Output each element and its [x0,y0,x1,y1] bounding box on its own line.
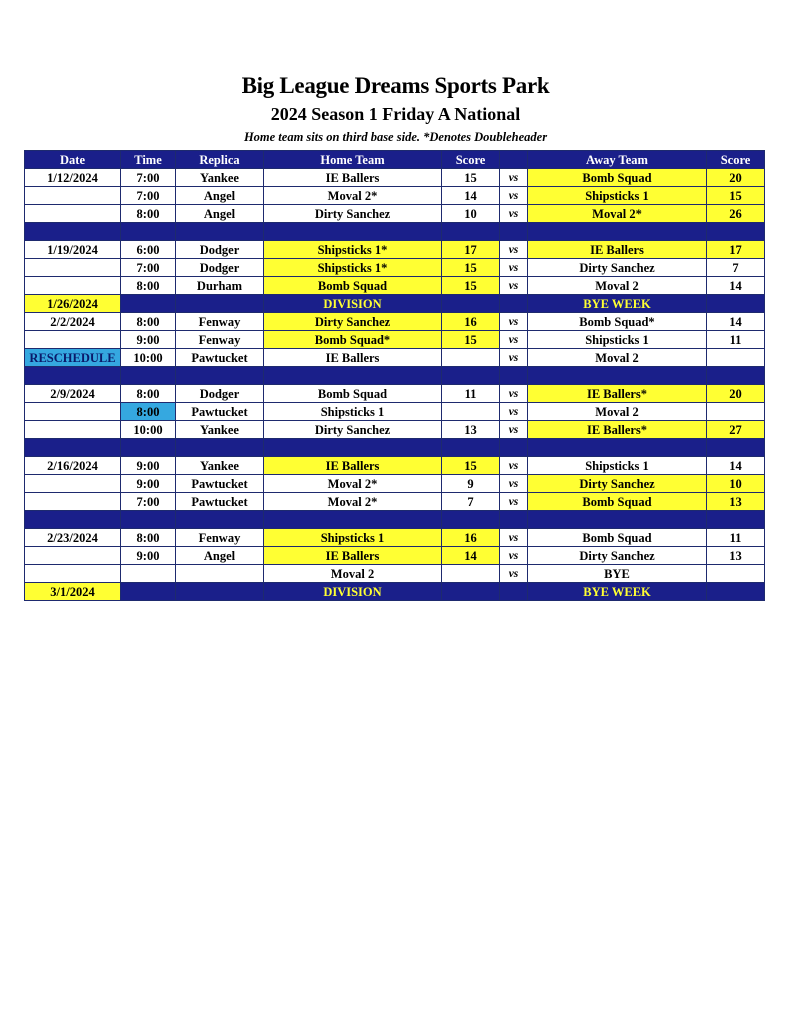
schedule-table [24,150,765,601]
game-date-cell [25,259,121,277]
game-replica-cell: Angel [176,187,264,205]
game-row [25,187,765,205]
separator-cell [264,223,442,241]
separator-cell [528,439,707,457]
game-date-cell [25,403,121,421]
home-score-cell [442,403,500,421]
game-replica-cell: Yankee [176,421,264,439]
away-score-cell: 15 [707,187,765,205]
home-score-cell: 15 [442,277,500,295]
away-score-cell: 14 [707,277,765,295]
game-row [25,277,765,295]
game-replica-cell [176,565,264,583]
header-time: Time [121,151,176,169]
separator-cell [121,367,176,385]
page-title: Big League Dreams Sports Park [241,73,550,98]
separator-cell [25,439,121,457]
away-team-cell: IE Ballers [528,241,707,259]
separator-cell [176,223,264,241]
away-score-cell: 17 [707,241,765,259]
away-team-cell: Bomb Squad [528,493,707,511]
vs-cell: vs [500,169,528,187]
away-score-cell: 14 [707,313,765,331]
home-team-cell: Shipsticks 1* [264,241,442,259]
home-team-cell: IE Ballers [264,457,442,475]
bye-week-row [25,583,765,601]
separator-cell [500,439,528,457]
away-team-cell: IE Ballers* [528,385,707,403]
home-score-cell [442,565,500,583]
away-score-cell: 7 [707,259,765,277]
vs-cell: vs [500,421,528,439]
away-team-cell: Bomb Squad* [528,313,707,331]
bye-score-cell [442,583,500,601]
game-date-cell [25,205,121,223]
away-score-cell: 13 [707,493,765,511]
bye-time-cell [121,583,176,601]
vs-cell: vs [500,241,528,259]
home-score-cell: 10 [442,205,500,223]
separator-cell [500,223,528,241]
game-replica-cell: Fenway [176,529,264,547]
vs-cell: vs [500,259,528,277]
week-separator-row [25,511,765,529]
game-time-cell: 8:00 [121,403,176,421]
game-date-cell: RESCHEDULE [25,349,121,367]
away-team-cell: BYE [528,565,707,583]
home-score-cell: 13 [442,421,500,439]
bye-division-cell: DIVISION [264,583,442,601]
game-replica-cell: Pawtucket [176,475,264,493]
bye-replica-cell [176,295,264,313]
game-date-cell: 2/9/2024 [25,385,121,403]
game-replica-cell: Dodger [176,241,264,259]
vs-cell: vs [500,313,528,331]
game-replica-cell: Angel [176,205,264,223]
game-row [25,529,765,547]
game-date-cell: 1/12/2024 [25,169,121,187]
game-replica-cell: Pawtucket [176,349,264,367]
home-score-cell [442,349,500,367]
game-date-cell: 2/16/2024 [25,457,121,475]
away-score-cell: 14 [707,457,765,475]
away-score-cell: 20 [707,169,765,187]
separator-cell [500,367,528,385]
away-team-cell: Shipsticks 1 [528,331,707,349]
game-time-cell: 7:00 [121,259,176,277]
game-time-cell: 8:00 [121,205,176,223]
header-home-score: Score [442,151,500,169]
separator-cell [121,511,176,529]
game-time-cell: 8:00 [121,313,176,331]
header-date: Date [25,151,121,169]
home-score-cell: 15 [442,169,500,187]
game-time-cell: 9:00 [121,475,176,493]
home-team-cell: Shipsticks 1 [264,403,442,421]
game-replica-cell: Yankee [176,457,264,475]
home-score-cell: 14 [442,187,500,205]
home-team-cell: Shipsticks 1 [264,529,442,547]
game-date-cell [25,547,121,565]
bye-score-cell [707,295,765,313]
game-row [25,565,765,583]
bye-time-cell [121,295,176,313]
game-time-cell: 10:00 [121,349,176,367]
game-row [25,457,765,475]
separator-cell [442,439,500,457]
game-replica-cell: Fenway [176,331,264,349]
bye-replica-cell [176,583,264,601]
away-score-cell: 10 [707,475,765,493]
separator-cell [121,223,176,241]
game-replica-cell: Dodger [176,259,264,277]
away-team-cell: Moval 2 [528,403,707,421]
header-away-score: Score [707,151,765,169]
game-time-cell: 9:00 [121,457,176,475]
game-row [25,205,765,223]
bye-vs-cell [500,295,528,313]
game-replica-cell: Durham [176,277,264,295]
game-replica-cell: Fenway [176,313,264,331]
home-team-cell: Moval 2* [264,187,442,205]
away-score-cell: 27 [707,421,765,439]
separator-cell [442,367,500,385]
bye-week-cell: BYE WEEK [528,583,707,601]
home-team-cell: Bomb Squad* [264,331,442,349]
home-team-cell: IE Ballers [264,169,442,187]
separator-cell [528,223,707,241]
vs-cell: vs [500,349,528,367]
away-team-cell: Shipsticks 1 [528,457,707,475]
separator-cell [25,223,121,241]
away-team-cell: Bomb Squad [528,529,707,547]
vs-cell: vs [500,277,528,295]
game-date-cell [25,187,121,205]
bye-date-cell: 1/26/2024 [25,295,121,313]
game-date-cell [25,493,121,511]
vs-cell: vs [500,403,528,421]
away-score-cell: 13 [707,547,765,565]
game-date-cell [25,475,121,493]
home-score-cell: 17 [442,241,500,259]
game-time-cell: 9:00 [121,331,176,349]
vs-cell: vs [500,475,528,493]
game-replica-cell: Angel [176,547,264,565]
separator-cell [442,511,500,529]
game-time-cell: 10:00 [121,421,176,439]
separator-cell [528,511,707,529]
game-time-cell: 7:00 [121,187,176,205]
separator-cell [442,223,500,241]
away-score-cell: 11 [707,331,765,349]
game-replica-cell: Pawtucket [176,493,264,511]
separator-cell [264,367,442,385]
home-score-cell: 11 [442,385,500,403]
home-team-cell: Moval 2 [264,565,442,583]
separator-cell [176,367,264,385]
game-time-cell: 7:00 [121,493,176,511]
game-row [25,259,765,277]
game-date-cell [25,565,121,583]
bye-score-cell [442,295,500,313]
vs-cell: vs [500,331,528,349]
game-time-cell [121,565,176,583]
home-score-cell: 7 [442,493,500,511]
schedule-body [25,151,765,601]
separator-cell [528,367,707,385]
game-row [25,331,765,349]
game-row [25,403,765,421]
home-team-cell: Dirty Sanchez [264,421,442,439]
separator-cell [264,439,442,457]
game-replica-cell: Pawtucket [176,403,264,421]
game-date-cell: 2/2/2024 [25,313,121,331]
home-score-cell: 15 [442,331,500,349]
away-score-cell [707,403,765,421]
away-team-cell: IE Ballers* [528,421,707,439]
vs-cell: vs [500,385,528,403]
away-score-cell: 20 [707,385,765,403]
separator-cell [264,511,442,529]
bye-date-cell: 3/1/2024 [25,583,121,601]
game-row [25,547,765,565]
away-score-cell [707,565,765,583]
vs-cell: vs [500,529,528,547]
home-team-cell: Moval 2* [264,475,442,493]
page-subtitle: 2024 Season 1 Friday A National [270,104,521,124]
game-row [25,349,765,367]
away-team-cell: Moval 2 [528,277,707,295]
home-score-cell: 15 [442,457,500,475]
away-team-cell: Shipsticks 1 [528,187,707,205]
vs-cell: vs [500,205,528,223]
vs-cell: vs [500,565,528,583]
game-time-cell: 8:00 [121,529,176,547]
game-date-cell: 2/23/2024 [25,529,121,547]
game-time-cell: 9:00 [121,547,176,565]
game-time-cell: 8:00 [121,277,176,295]
away-team-cell: Dirty Sanchez [528,259,707,277]
header-row [25,151,765,169]
home-team-cell: Bomb Squad [264,277,442,295]
away-score-cell: 11 [707,529,765,547]
week-separator-row [25,223,765,241]
game-row [25,169,765,187]
away-team-cell: Dirty Sanchez [528,547,707,565]
vs-cell: vs [500,493,528,511]
header-replica: Replica [176,151,264,169]
vs-cell: vs [500,547,528,565]
vs-cell: vs [500,187,528,205]
game-date-cell [25,331,121,349]
home-score-cell: 16 [442,529,500,547]
separator-cell [176,439,264,457]
home-team-cell: Bomb Squad [264,385,442,403]
separator-cell [176,511,264,529]
home-score-cell: 15 [442,259,500,277]
game-time-cell: 6:00 [121,241,176,259]
home-team-cell: Shipsticks 1* [264,259,442,277]
separator-cell [707,223,765,241]
home-team-cell: Dirty Sanchez [264,205,442,223]
separator-cell [25,511,121,529]
away-team-cell: Moval 2* [528,205,707,223]
bye-week-row [25,295,765,313]
game-row [25,313,765,331]
game-row [25,241,765,259]
home-score-cell: 14 [442,547,500,565]
home-team-cell: IE Ballers [264,349,442,367]
game-row [25,385,765,403]
away-team-cell: Bomb Squad [528,169,707,187]
game-row [25,493,765,511]
separator-cell [500,511,528,529]
separator-cell [707,511,765,529]
game-replica-cell: Dodger [176,385,264,403]
separator-cell [707,367,765,385]
game-date-cell [25,277,121,295]
bye-division-cell: DIVISION [264,295,442,313]
schedule-note: Home team sits on third base side. *Denotes Doubleheader [243,130,548,144]
game-date-cell [25,421,121,439]
header-vs [500,151,528,169]
separator-cell [707,439,765,457]
home-team-cell: IE Ballers [264,547,442,565]
bye-vs-cell [500,583,528,601]
home-team-cell: Moval 2* [264,493,442,511]
game-row [25,475,765,493]
away-score-cell [707,349,765,367]
bye-score-cell [707,583,765,601]
away-team-cell: Moval 2 [528,349,707,367]
separator-cell [121,439,176,457]
home-score-cell: 9 [442,475,500,493]
game-date-cell: 1/19/2024 [25,241,121,259]
bye-week-cell: BYE WEEK [528,295,707,313]
game-row [25,421,765,439]
week-separator-row [25,439,765,457]
away-team-cell: Dirty Sanchez [528,475,707,493]
game-time-cell: 8:00 [121,385,176,403]
header-away-team: Away Team [528,151,707,169]
week-separator-row [25,367,765,385]
vs-cell: vs [500,457,528,475]
home-score-cell: 16 [442,313,500,331]
home-team-cell: Dirty Sanchez [264,313,442,331]
away-score-cell: 26 [707,205,765,223]
game-replica-cell: Yankee [176,169,264,187]
game-time-cell: 7:00 [121,169,176,187]
header-home-team: Home Team [264,151,442,169]
separator-cell [25,367,121,385]
